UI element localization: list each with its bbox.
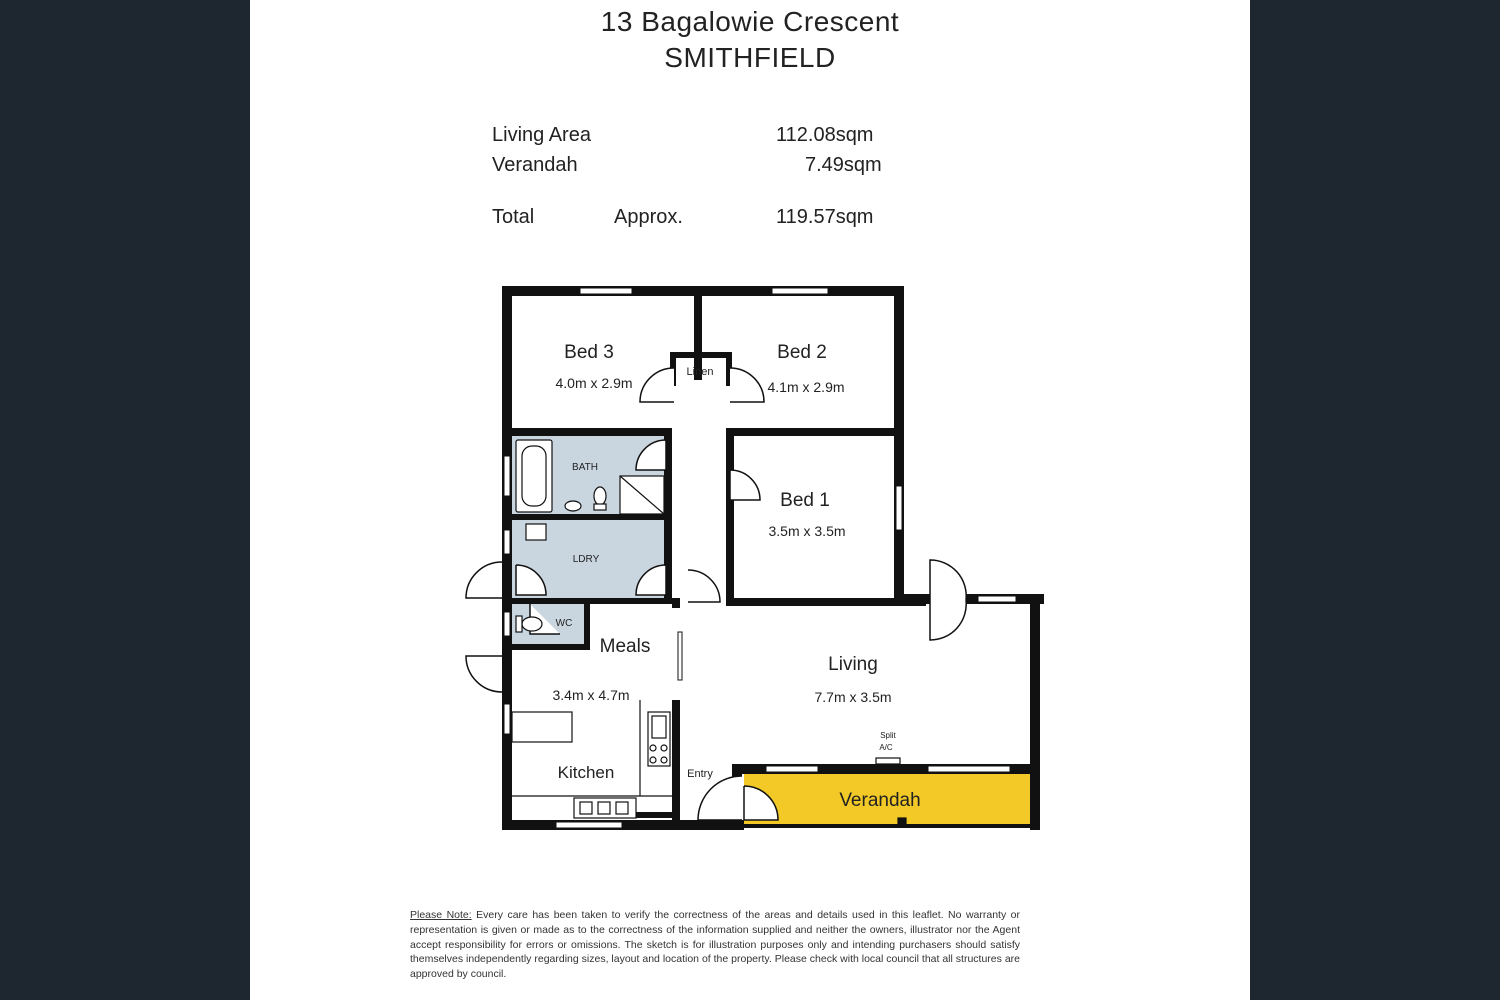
property-address: 13 Bagalowie Crescent: [600, 6, 900, 37]
bed3-name: Bed 3: [564, 342, 614, 363]
verandah-label: Verandah: [839, 790, 921, 811]
entry-label: Entry: [687, 768, 713, 780]
total-area-value: 119.57sqm: [776, 206, 874, 228]
disclaimer-note: [410, 908, 1020, 982]
living-name: Living: [828, 654, 878, 675]
bed3-size: 4.0m x 2.9m: [555, 375, 633, 391]
right-margin: [1250, 0, 1500, 1000]
property-suburb: SMITHFIELD: [664, 42, 836, 73]
total-approx-label: Approx.: [614, 206, 683, 228]
verandah-area-label: Verandah: [492, 154, 578, 176]
living-area-label: Living Area: [492, 124, 591, 146]
ldry-label: LDRY: [572, 554, 600, 565]
bed2-name: Bed 2: [777, 342, 827, 363]
kitchen-label: Kitchen: [557, 763, 615, 782]
note-label: Please Note:: [410, 909, 472, 921]
floorplan-sheet: [250, 0, 1250, 1000]
living-size: 7.7m x 3.5m: [814, 689, 892, 705]
total-area-label: Total: [492, 206, 535, 228]
meals-size: 3.4m x 4.7m: [552, 687, 630, 703]
left-margin: [0, 0, 250, 1000]
split-ac-label: Split: [880, 731, 896, 740]
bed2-size: 4.1m x 2.9m: [767, 379, 845, 395]
wc-label: WC: [555, 618, 573, 629]
bed1-size: 3.5m x 3.5m: [768, 523, 846, 539]
note-text: Every care has been taken to verify the correctness of the areas and details used in this leaflet. No warranty or representation is given or made as to the correctness of the information supplied and neither the owners, illustrator nor the Agent accept responsibility for errors or omissions. The sketch is for illustration purposes only and intending purchasers should satisfy themselves independently regarding sizes, layout and location of the property. Please check with local council that all structures are approved by council.: [410, 909, 1020, 981]
living-area-value: 112.08sqm: [776, 124, 874, 146]
meals-name: Meals: [599, 636, 651, 657]
bed1-name: Bed 1: [780, 490, 830, 511]
floor-plan: [250, 0, 1250, 900]
linen-label: Linen: [686, 366, 714, 378]
verandah-area-value: 7.49sqm: [805, 154, 882, 176]
bath-label: BATH: [572, 462, 598, 473]
split-ac-label-2: A/C: [879, 743, 893, 752]
